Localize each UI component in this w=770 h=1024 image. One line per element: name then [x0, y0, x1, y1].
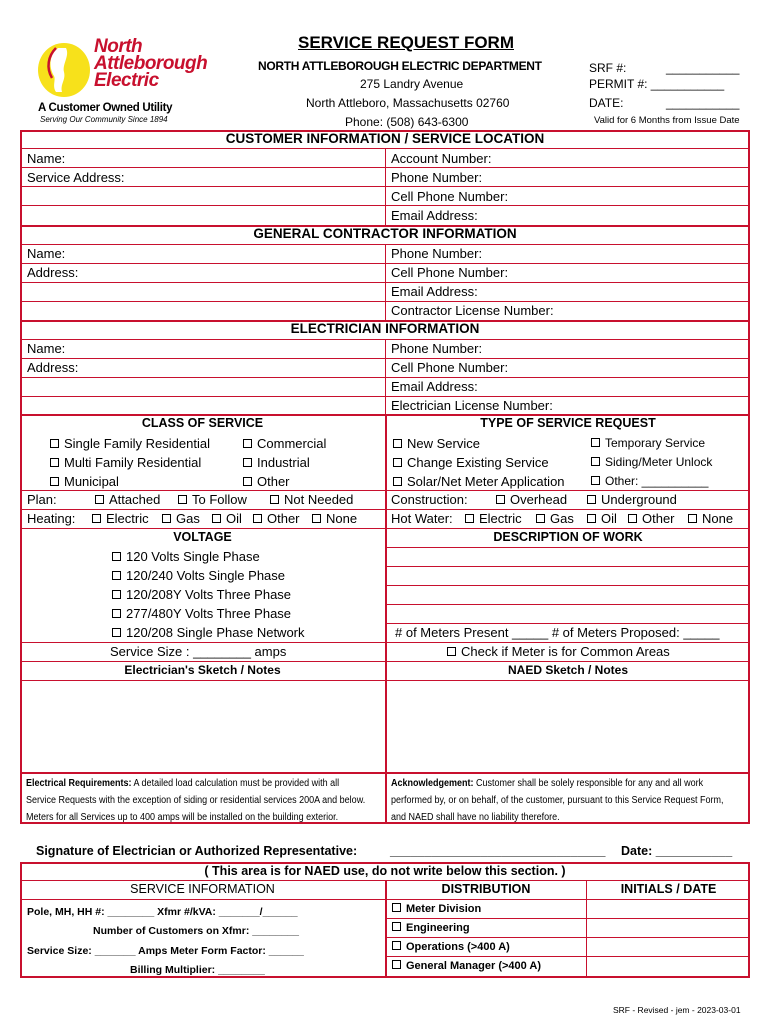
date-field: DATE:: [589, 96, 624, 110]
hot-water-gas[interactable]: Gas: [536, 509, 574, 528]
checkbox-icon[interactable]: [112, 628, 121, 637]
dept-phone: Phone: (508) 643-6300: [345, 115, 469, 129]
heating-oil[interactable]: Oil: [212, 509, 242, 528]
checkbox-icon[interactable]: [50, 439, 59, 448]
electrician-sketch-area[interactable]: [22, 681, 384, 771]
dist-meter-division[interactable]: Meter Division: [392, 900, 481, 919]
checkbox-icon[interactable]: [392, 941, 401, 950]
customer-cell-label: Cell Phone Number:: [391, 189, 509, 204]
construction-underground[interactable]: Underground: [587, 490, 677, 509]
dept-address1: 275 Landry Avenue: [360, 77, 464, 91]
footer-revision: SRF - Revised - jem - 2023-03-01: [613, 1005, 741, 1015]
checkbox-icon[interactable]: [393, 439, 402, 448]
meters-count-field[interactable]: # of Meters Present _____ # of Meters Proposed: _____: [395, 625, 720, 640]
electrician-email-label: Email Address:: [391, 379, 478, 394]
request-solar[interactable]: Solar/Net Meter Application: [393, 472, 565, 491]
signature-label: Signature of Electrician or Authorized Representative:: [36, 844, 358, 858]
checkbox-icon[interactable]: [162, 514, 171, 523]
checkbox-icon[interactable]: [212, 514, 221, 523]
checkbox-icon[interactable]: [591, 438, 600, 447]
customers-on-xfmr-field[interactable]: Number of Customers on Xfmr: ________: [93, 925, 299, 937]
checkbox-icon[interactable]: [253, 514, 262, 523]
customer-section-title: CUSTOMER INFORMATION / SERVICE LOCATION: [225, 131, 545, 146]
customer-account-label: Account Number:: [391, 151, 492, 166]
checkbox-icon[interactable]: [112, 571, 121, 580]
service-size-field[interactable]: Service Size : ________ amps: [110, 644, 287, 659]
electrician-section-title: ELECTRICIAN INFORMATION: [290, 321, 480, 336]
construction-label: Construction:: [391, 492, 468, 507]
customer-service-address-label: Service Address:: [27, 170, 125, 185]
logo-tagline: A Customer Owned Utility: [38, 102, 173, 114]
heating-label: Heating:: [27, 511, 76, 526]
contractor-phone-label: Phone Number:: [391, 246, 483, 261]
permit-number: PERMIT #: ___________: [589, 77, 725, 91]
contractor-license-label: Contractor License Number:: [391, 303, 554, 318]
logo-line3: Electric: [94, 70, 159, 91]
class-single-family[interactable]: Single Family Residential: [50, 434, 210, 453]
voltage-title: VOLTAGE: [173, 530, 232, 544]
checkbox-icon[interactable]: [392, 960, 401, 969]
dept-name: NORTH ATTLEBOROUGH ELECTRIC DEPARTMENT: [258, 59, 542, 73]
voltage-120-208y-three[interactable]: 120/208Y Volts Three Phase: [112, 585, 291, 604]
checkbox-icon[interactable]: [536, 514, 545, 523]
checkbox-icon[interactable]: [591, 476, 600, 485]
checkbox-icon[interactable]: [243, 458, 252, 467]
class-municipal[interactable]: Municipal: [50, 472, 119, 491]
electrician-name-label: Name:: [27, 341, 66, 356]
hot-water-none[interactable]: None: [688, 509, 733, 528]
heating-gas[interactable]: Gas: [162, 509, 200, 528]
logo-line1: North: [94, 36, 143, 57]
checkbox-icon[interactable]: [393, 458, 402, 467]
checkbox-icon[interactable]: [312, 514, 321, 523]
checkbox-icon[interactable]: [591, 457, 600, 466]
voltage-120-single[interactable]: 120 Volts Single Phase: [112, 547, 260, 566]
checkbox-icon[interactable]: [50, 458, 59, 467]
checkbox-icon[interactable]: [447, 647, 456, 656]
request-other[interactable]: Other: __________: [591, 472, 708, 491]
heating-other[interactable]: Other: [253, 509, 300, 528]
dept-address2: North Attleboro, Massachusetts 02760: [306, 96, 510, 110]
service-info-title: SERVICE INFORMATION: [130, 882, 275, 896]
naed-sketch-title: NAED Sketch / Notes: [507, 663, 629, 677]
checkbox-icon[interactable]: [587, 514, 596, 523]
electrician-address-label: Address:: [27, 360, 79, 375]
checkbox-icon[interactable]: [50, 477, 59, 486]
logo-since: Serving Our Community Since 1894: [40, 115, 168, 124]
request-siding-unlock[interactable]: Siding/Meter Unlock: [591, 453, 712, 472]
electrician-sketch-title: Electrician's Sketch / Notes: [124, 663, 281, 677]
plan-label: Plan:: [27, 492, 57, 507]
electrician-cell-label: Cell Phone Number:: [391, 360, 509, 375]
electrician-license-label: Electrician License Number:: [391, 398, 553, 413]
hot-water-oil[interactable]: Oil: [587, 509, 617, 528]
plan-not-needed[interactable]: Not Needed: [270, 490, 353, 509]
srf-blank: ___________: [666, 61, 740, 75]
logo: [36, 38, 206, 98]
class-commercial[interactable]: Commercial: [243, 434, 326, 453]
pole-field[interactable]: Pole, MH, HH #: ________ Xfmr #/kVA: _______/______: [27, 906, 298, 918]
page-title: SERVICE REQUEST FORM: [298, 33, 514, 52]
naed-use-notice: ( This area is for NAED use, do not write below this section. ): [204, 864, 566, 878]
contractor-cell-label: Cell Phone Number:: [391, 265, 509, 280]
checkbox-icon[interactable]: [392, 903, 401, 912]
srf-number: SRF #:: [589, 61, 627, 75]
requirements-text: Electrical Requirements: A detailed load calculation must be provided with all Service Requests with the exception of siding or residential services 200A and below. Meters for all Services up to 400 amps will be installed on the building exterior.: [26, 778, 366, 823]
dist-general-manager[interactable]: General Manager (>400 A): [392, 957, 541, 976]
description-title: DESCRIPTION OF WORK: [493, 530, 643, 544]
contractor-address-label: Address:: [27, 265, 79, 280]
checkbox-icon[interactable]: [243, 439, 252, 448]
class-industrial[interactable]: Industrial: [243, 453, 310, 472]
checkbox-icon[interactable]: [243, 477, 252, 486]
acknowledgement-label: Acknowledgement:: [391, 778, 474, 789]
signature-line[interactable]: _______________________________: [390, 844, 606, 858]
checkbox-icon[interactable]: [465, 514, 474, 523]
billing-multiplier-field[interactable]: Billing Multiplier: ________: [130, 964, 265, 976]
customer-email-label: Email Address:: [391, 208, 478, 223]
construction-overhead[interactable]: Overhead: [496, 490, 567, 509]
contractor-section-title: GENERAL CONTRACTOR INFORMATION: [253, 226, 517, 241]
checkbox-icon[interactable]: [628, 514, 637, 523]
date-blank: ___________: [666, 96, 740, 110]
service-size-amps-field[interactable]: Service Size: _______ Amps Meter Form Factor: ______: [27, 945, 304, 957]
signature-date[interactable]: Date: ___________: [621, 844, 733, 858]
dist-engineering[interactable]: Engineering: [392, 919, 470, 938]
checkbox-icon[interactable]: [688, 514, 697, 523]
distribution-title: DISTRIBUTION: [441, 882, 531, 896]
request-change-existing[interactable]: Change Existing Service: [393, 453, 549, 472]
checkbox-icon[interactable]: [496, 495, 505, 504]
class-other[interactable]: Other: [243, 472, 290, 491]
contractor-name-label: Name:: [27, 246, 66, 261]
voltage-277-480y-three[interactable]: 277/480Y Volts Three Phase: [112, 604, 291, 623]
checkbox-icon[interactable]: [587, 495, 596, 504]
logo-mark-icon: [36, 40, 94, 98]
initials-date-title: INITIALS / DATE: [620, 882, 717, 896]
request-new-service[interactable]: New Service: [393, 434, 480, 453]
hot-water-label: Hot Water:: [391, 511, 453, 526]
checkbox-icon[interactable]: [112, 609, 121, 618]
customer-phone-label: Phone Number:: [391, 170, 483, 185]
checkbox-icon[interactable]: [393, 477, 402, 486]
naed-sketch-area[interactable]: [388, 681, 748, 771]
checkbox-icon[interactable]: [178, 495, 187, 504]
request-temporary[interactable]: Temporary Service: [591, 434, 705, 453]
electrician-phone-label: Phone Number:: [391, 341, 483, 356]
checkbox-icon[interactable]: [95, 495, 104, 504]
acknowledgement-text: Acknowledgement: Customer shall be solely responsible for any and all work performed by, or on behalf, of the customer, pursuant to this Service Request Form, and NAED shall have no liability therefore.: [391, 778, 724, 823]
valid-note: Valid for 6 Months from Issue Date: [594, 115, 740, 126]
checkbox-icon[interactable]: [270, 495, 279, 504]
logo-line2: Attleborough: [94, 53, 208, 74]
class-of-service-title: CLASS OF SERVICE: [141, 416, 264, 430]
customer-name-label: Name:: [27, 151, 66, 166]
voltage-120-208-network[interactable]: 120/208 Single Phase Network: [112, 623, 305, 642]
contractor-email-label: Email Address:: [391, 284, 478, 299]
voltage-120-240-single[interactable]: 120/240 Volts Single Phase: [112, 566, 285, 585]
plan-to-follow[interactable]: To Follow: [178, 490, 247, 509]
common-area-check[interactable]: Check if Meter is for Common Areas: [447, 642, 670, 661]
hot-water-electric[interactable]: Electric: [465, 509, 522, 528]
heating-electric[interactable]: Electric: [92, 509, 149, 528]
checkbox-icon[interactable]: [92, 514, 101, 523]
hot-water-other[interactable]: Other: [628, 509, 675, 528]
checkbox-icon[interactable]: [392, 922, 401, 931]
dist-operations[interactable]: Operations (>400 A): [392, 938, 510, 957]
checkbox-icon[interactable]: [112, 590, 121, 599]
type-of-request-title: TYPE OF SERVICE REQUEST: [480, 416, 656, 430]
heating-none[interactable]: None: [312, 509, 357, 528]
plan-attached[interactable]: Attached: [95, 490, 160, 509]
requirements-label: Electrical Requirements:: [26, 778, 132, 789]
checkbox-icon[interactable]: [112, 552, 121, 561]
class-multi-family[interactable]: Multi Family Residential: [50, 453, 201, 472]
